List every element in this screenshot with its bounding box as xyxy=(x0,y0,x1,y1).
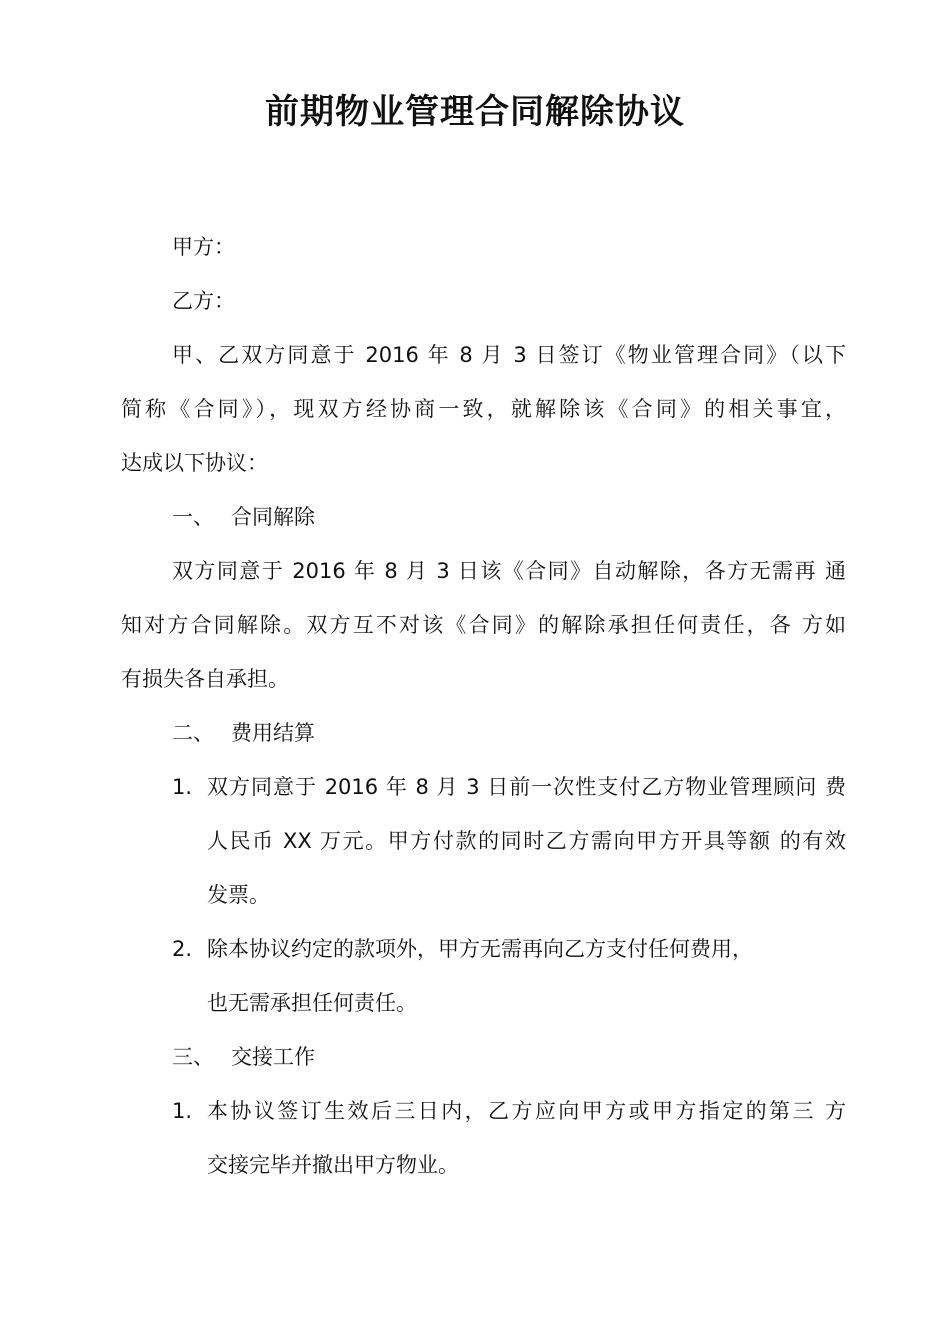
section-3-number: 三、 xyxy=(172,1045,214,1069)
party-b-label: 乙方： xyxy=(172,289,235,313)
section-2-item-1-line-2: 人民币 XX 万元。甲方付款的同时乙方需向甲方开具等额 的有效 xyxy=(207,829,846,853)
section-2-item-1-line-3: 发票。 xyxy=(207,883,270,907)
section-2-item-2-line-1: 除本协议约定的款项外，甲方无需再向乙方支付任何费用， xyxy=(207,937,753,961)
section-1-heading: 合同解除 xyxy=(231,505,315,529)
section-1-line-1: 双方同意于 2016 年 8 月 3 日该《合同》自动解除，各方无需再 通 xyxy=(172,559,846,583)
intro-line-2: 简称《合同》），现双方经协商一致，就解除该《合同》的相关事宜， xyxy=(121,397,846,421)
section-3-item-1-line-1: 本协议签订生效后三日内，乙方应向甲方或甲方指定的第三 方 xyxy=(207,1099,846,1123)
intro-line-3: 达成以下协议： xyxy=(121,451,268,475)
section-3-heading: 交接工作 xyxy=(231,1045,315,1069)
section-2-item-2-number: 2. xyxy=(172,937,193,961)
section-2-number: 二、 xyxy=(172,721,214,745)
section-3-item-1-line-2: 交接完毕并撤出甲方物业。 xyxy=(207,1153,459,1177)
party-a-label: 甲方： xyxy=(172,235,235,259)
intro-line-1: 甲、乙双方同意于 2016 年 8 月 3 日签订《物业管理合同》（以下 xyxy=(172,343,846,367)
document-title: 前期物业管理合同解除协议 xyxy=(265,92,685,132)
section-1-line-2: 知对方合同解除。双方互不对该《合同》的解除承担任何责任，各 方如 xyxy=(121,613,846,637)
section-2-item-1-number: 1. xyxy=(172,775,193,799)
section-2-heading: 费用结算 xyxy=(231,721,315,745)
section-2-item-1-line-1: 双方同意于 2016 年 8 月 3 日前一次性支付乙方物业管理顾问 费 xyxy=(207,775,846,799)
section-1-number: 一、 xyxy=(172,505,214,529)
section-3-item-1-number: 1. xyxy=(172,1099,193,1123)
section-1-line-3: 有损失各自承担。 xyxy=(121,667,289,691)
section-2-item-2-line-2: 也无需承担任何责任。 xyxy=(207,991,417,1015)
